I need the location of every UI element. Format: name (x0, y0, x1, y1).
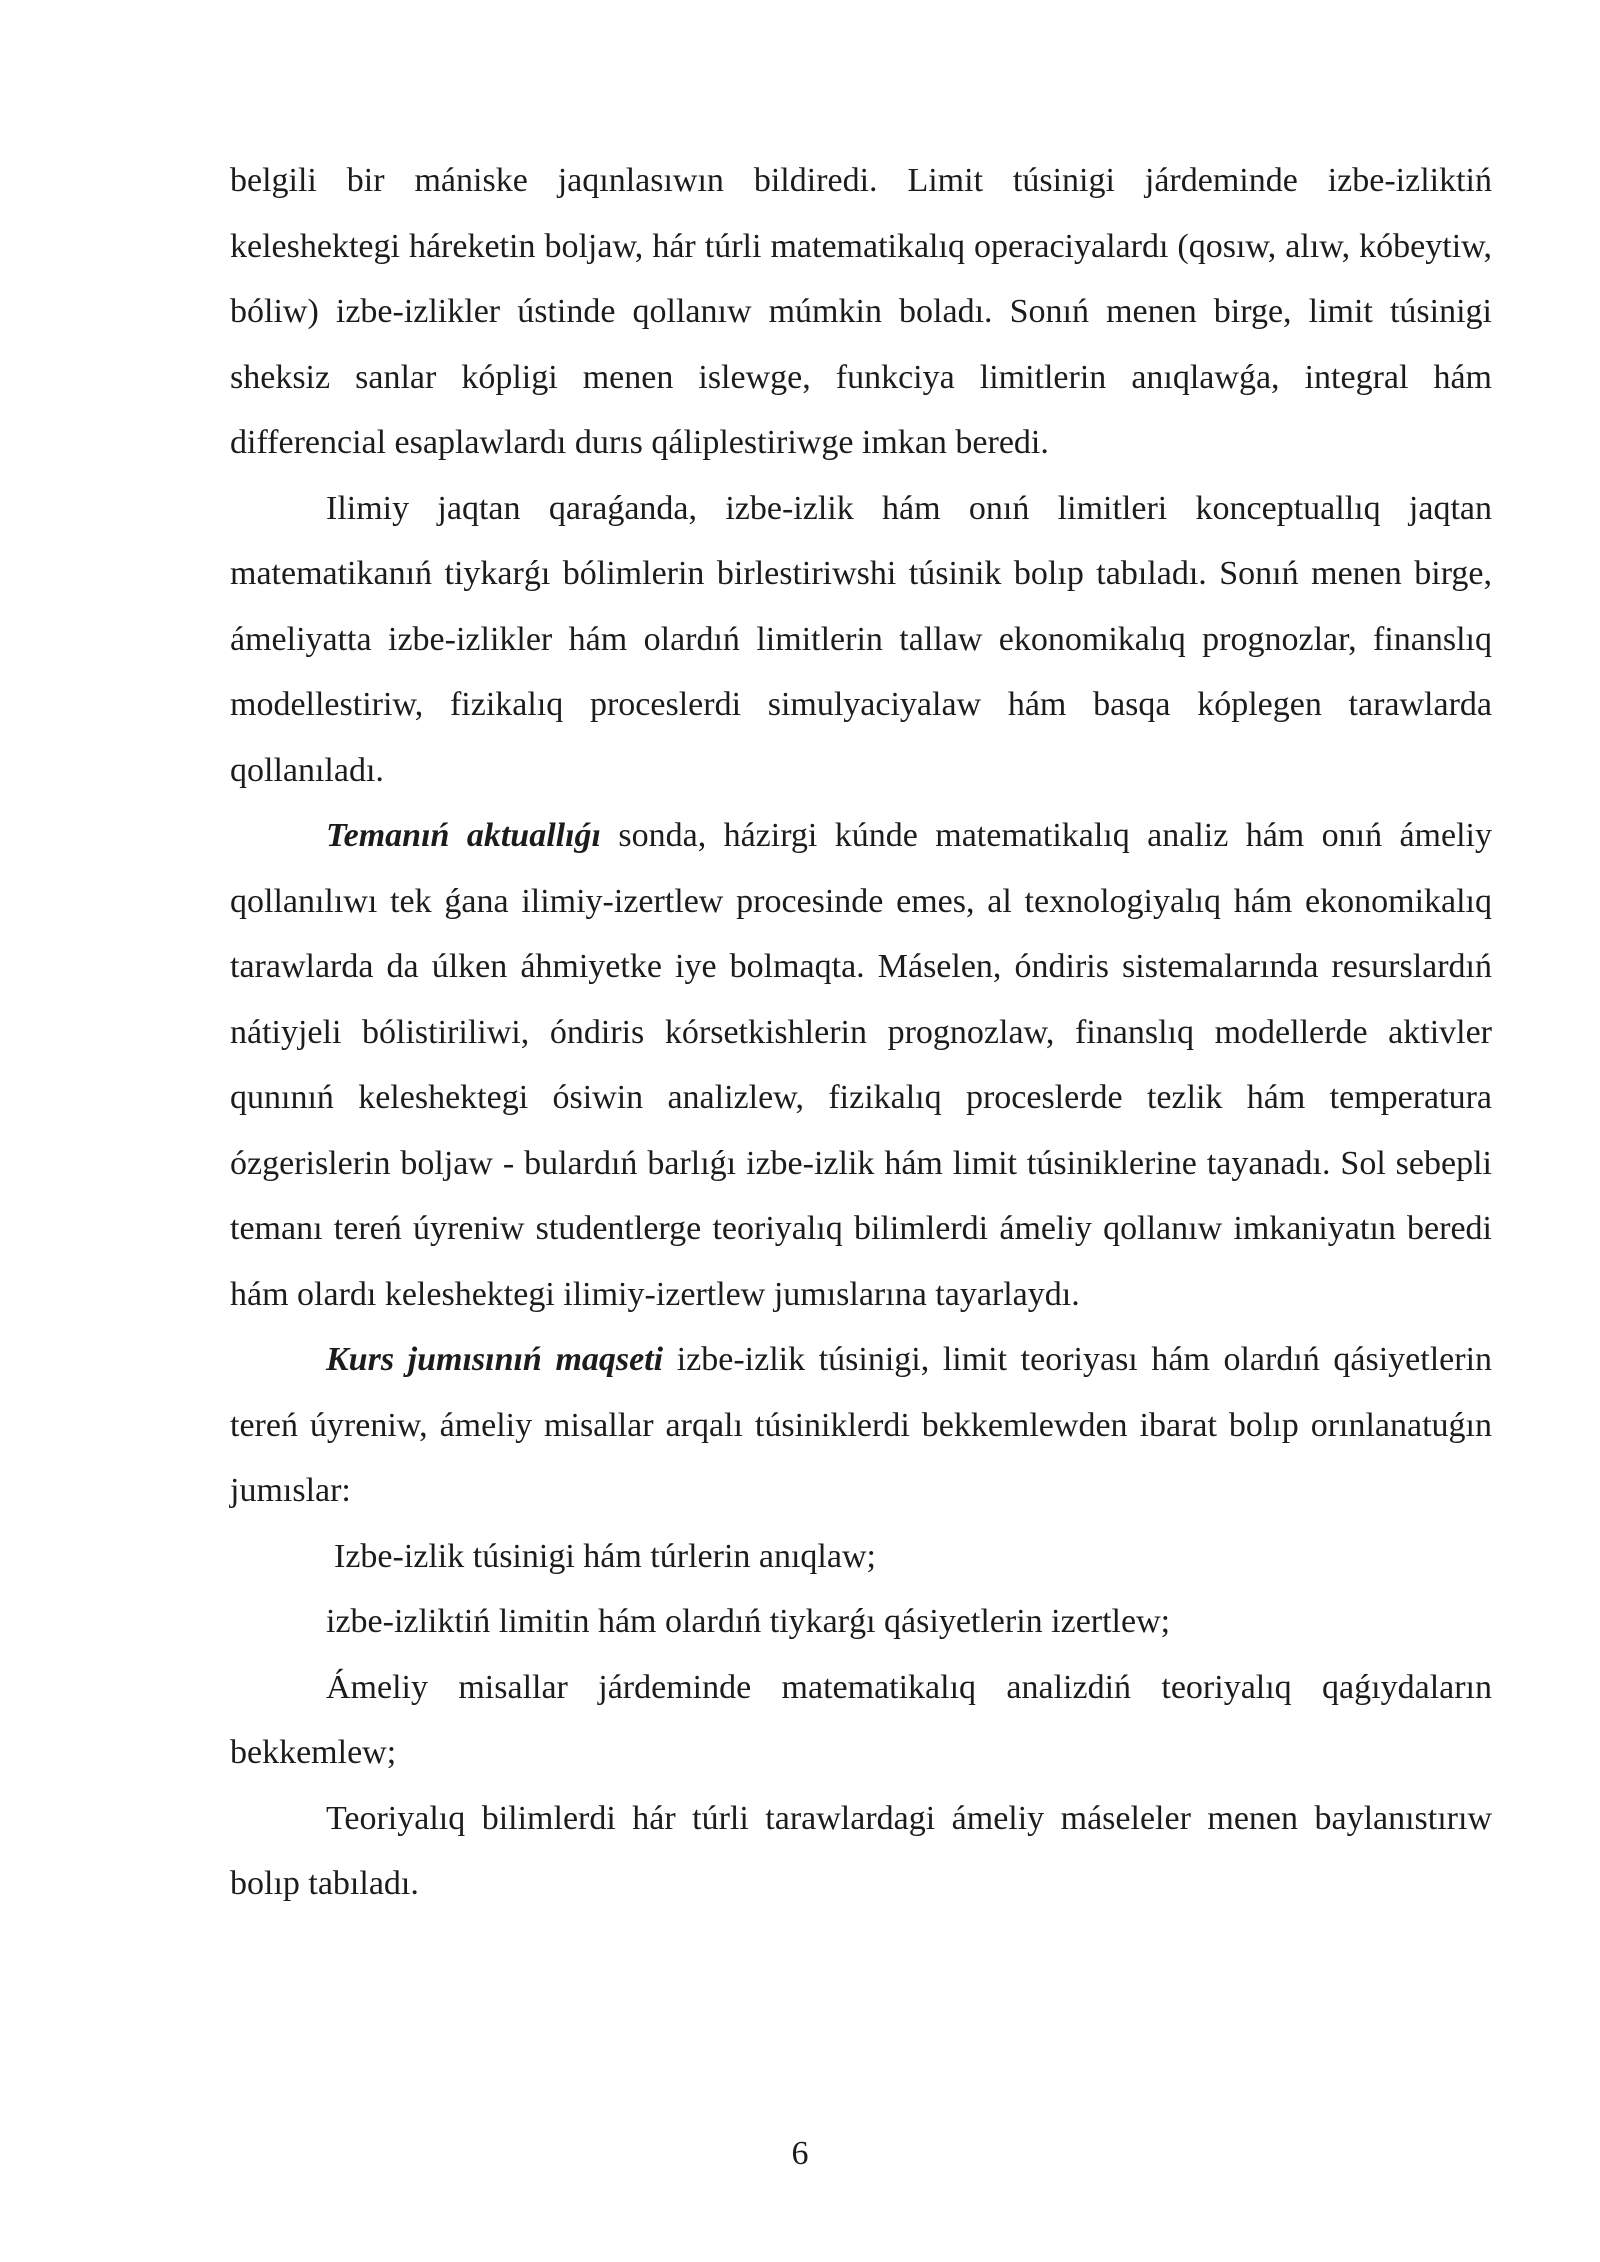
goal-term: Kurs jumısınıń maqseti (326, 1341, 664, 1378)
task-item: Teoriyalıq bilimlerdi hár túrli tarawlardagi ámeliy máseleler menen baylanıstırıw bolıp tabıladı. (230, 1799, 1492, 1902)
paragraph-relevance (230, 803, 1492, 1327)
goal-text: izbe-izlik túsinigi, limit teoriyası hám olardıń qásiyetlerin tereń úyreniw, ámeliy misallar arqalı túsiniklerdi bekkemlewden ibarat bolıp orınlanatuǵın jumıslar: (230, 1341, 1493, 1509)
relevance-text: sonda, házirgi kúnde matematikalıq analiz hám onıń ámeliy qollanılıwı tek ǵana ilimiy-izertlew procesinde emes, al texnologiyalıq hám ekonomikalıq tarawlarda da úlken áhmiyetke iye bolmaqta. Máselen, óndiris sistemalarında resurslardıń nátiyjeli bólistiriliwi, óndiris kórsetkishlerin prognozlaw, finanslıq modellerde aktivler qunınıń keleshektegi ósiwin analizlew, fizikalıq proceslerde tezlik hám temperatura ózgerislerin boljaw - bulardıń barlıǵı izbe-izlik hám limit túsiniklerine tayanadı. Sol sebepli temanı tereń úyreniw studentlerge teoriyalıq bilimlerdi ámeliy qollanıw imkaniyatın beredi hám olardı keleshektegi ilimiy-izertlew jumıslarına tayarlaydı. (230, 817, 1492, 1313)
task-item: Izbe-izlik túsinigi hám túrlerin anıqlaw; (334, 1537, 876, 1575)
paragraph-goal (230, 1327, 1492, 1524)
page-number: 6 (791, 2135, 809, 2172)
task-item: izbe-izliktiń limitin hám olardıń tiykarǵı qásiyetlerin izertlew; (326, 1603, 1171, 1640)
paragraph-scientific-view: Ilimiy jaqtan qaraǵanda, izbe-izlik hám onıń limitleri konceptuallıq jaqtan matematikanıń tiykarǵı bólimlerin birlestiriwshi túsinik bolıp tabıladı. Sonıń menen birge, ámeliyatta izbe-izlikler hám olardıń limitlerin tallaw ekonomikalıq prognozlar, finanslıq modellestiriw, fizikalıq proceslerdi simulyaciyalaw hám basqa kóplegen tarawlarda qollanıladı. (230, 489, 1492, 789)
task-item: Ámeliy misallar járdeminde matematikalıq analizdiń teoriyalıq qaǵıydaların bekkemlew; (230, 1668, 1492, 1771)
paragraph-limit-intro: belgili bir mániske jaqınlasıwın bildiredi. Limit túsinigi járdeminde izbe-izliktiń keleshektegi háreketin boljaw, hár túrli matematikalıq operaciyalardı (qosıw, alıw, kóbeytiw, bóliw) izbe-izlikler ústinde qollanıw múmkin boladı. Sonıń menen birge, limit túsinigi sheksiz sanlar kópligi menen islewge, funkciya limitlerin anıqlawǵa, integral hám differencial esaplawlardı durıs qáliplestiriwge imkan beredi. (230, 162, 1492, 461)
body-text (230, 148, 1492, 1917)
relevance-term: Temanıń aktuallıǵı (326, 817, 601, 854)
